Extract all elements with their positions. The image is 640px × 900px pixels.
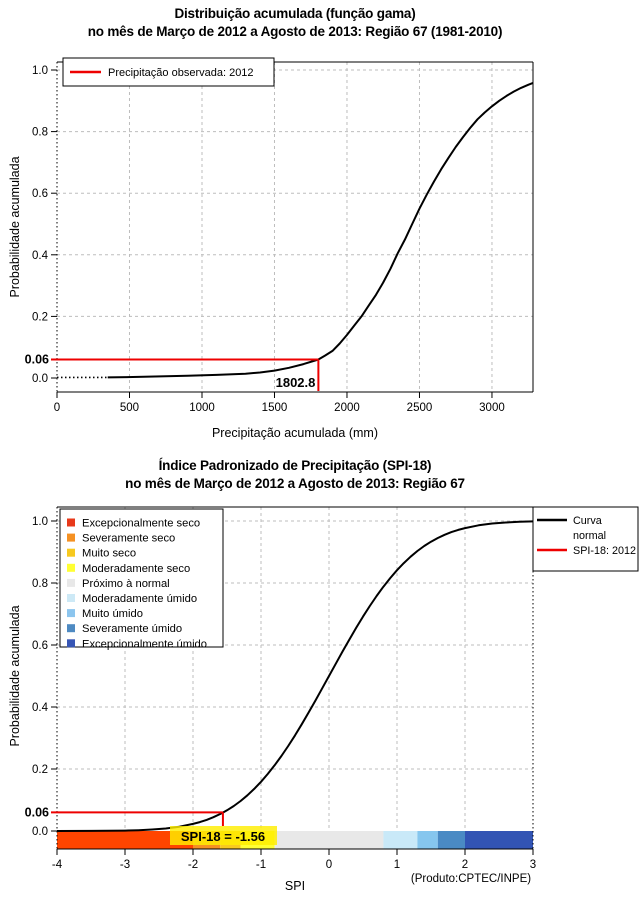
- chart1-xaxis-label: Precipitação acumulada (mm): [211, 426, 379, 440]
- y-tick-label: 0.2: [32, 311, 48, 324]
- threshold-tick-label: 0.06: [24, 805, 49, 820]
- x-tick-label: 2500: [406, 402, 433, 414]
- y-tick-label: 0.0: [32, 373, 48, 385]
- chart2-title-block: [0, 457, 590, 493]
- x-tick-label: 3000: [479, 402, 505, 414]
- chart1-subtitle: no mês de Março de 2012 a Agosto de 2013: Região 67 (1981-2010): [87, 24, 503, 39]
- spi-bar-segment: [275, 831, 384, 849]
- product-credit: (Produto:CPTEC/INPE): [410, 873, 532, 885]
- y-tick-label: 0.4: [32, 702, 48, 714]
- legend-label: Precipitação observada: 2012: [108, 67, 254, 79]
- spi-bar-segment: [417, 831, 437, 849]
- x-tick-label: 2: [461, 859, 469, 871]
- y-tick-label: 0.4: [32, 249, 48, 262]
- chart2-yaxis-label: Probabilidade acumulada: [8, 605, 22, 747]
- x-tick-label: 2000: [334, 402, 360, 414]
- x-tick-label: 1500: [261, 402, 288, 414]
- category-swatch: [67, 624, 75, 632]
- category-swatch: [67, 639, 75, 647]
- spi-bar-segment: [465, 831, 533, 849]
- y-tick-label: 0.8: [32, 126, 48, 139]
- category-swatch: [67, 534, 75, 542]
- y-tick-label: 0.6: [32, 188, 48, 201]
- category-label: Severamente seco: [82, 532, 176, 545]
- category-label: Moderadamente úmido: [82, 593, 198, 605]
- y-tick-label: 0.6: [32, 640, 48, 652]
- chart1-title: Distribuição acumulada (função gama): [174, 6, 416, 21]
- chart1-yaxis-label: Probabilidade acumulada: [8, 156, 22, 298]
- category-swatch: [67, 519, 75, 527]
- x-tick-label: 3: [529, 859, 537, 871]
- chart2-title: Índice Padronizado de Precipitação (SPI-18): [158, 458, 432, 473]
- x-tick-label: -4: [51, 859, 63, 871]
- threshold-tick-label: 0.06: [24, 352, 49, 367]
- spi-value-label: SPI-18 = -1.56: [180, 829, 266, 844]
- category-label: Muito úmido: [82, 608, 143, 621]
- chart2-subtitle: no mês de Março de 2012 a Agosto de 2013: Região 67: [125, 476, 465, 491]
- y-tick-label: 0.0: [32, 826, 48, 838]
- category-label: Moderadamente seco: [82, 562, 191, 575]
- x-tick-label: 1: [393, 859, 401, 871]
- cdf-curve: [108, 83, 533, 378]
- y-tick-label: 1.0: [32, 65, 48, 77]
- category-label: Próximo à normal: [82, 577, 170, 590]
- category-swatch: [67, 609, 75, 617]
- category-swatch: [67, 579, 75, 587]
- x-tick-label: 0: [325, 859, 333, 871]
- x-tick-label: 1000: [189, 402, 215, 414]
- category-label: Excepcionalmente úmido: [82, 638, 207, 651]
- category-label: Severamente úmido: [82, 623, 183, 636]
- reference-value-label: 1802.8: [275, 375, 316, 390]
- x-tick-label: 500: [119, 402, 140, 414]
- category-swatch: [67, 594, 75, 602]
- category-swatch: [67, 549, 75, 557]
- spi-cdf-chart: [0, 450, 640, 900]
- x-tick-label: -3: [119, 859, 131, 871]
- curve-legend-label: normal: [573, 530, 607, 542]
- chart1-title-block: [0, 5, 590, 41]
- category-swatch: [67, 564, 75, 572]
- chart2-xaxis-label: SPI: [284, 879, 306, 893]
- y-tick-label: 0.2: [32, 764, 48, 776]
- spi-legend-label: SPI-18: 2012: [573, 545, 637, 557]
- y-tick-label: 0.8: [32, 578, 48, 590]
- curve-legend-label: Curva: [573, 515, 602, 527]
- spi-bar-segment: [383, 831, 417, 849]
- x-tick-label: -1: [255, 859, 267, 871]
- category-label: Excepcionalmente seco: [82, 517, 201, 530]
- x-tick-label: -2: [187, 859, 199, 871]
- y-tick-label: 1.0: [32, 516, 48, 528]
- category-label: Muito seco: [82, 547, 137, 560]
- spi-bar-segment: [438, 831, 465, 849]
- x-tick-label: 0: [53, 402, 61, 414]
